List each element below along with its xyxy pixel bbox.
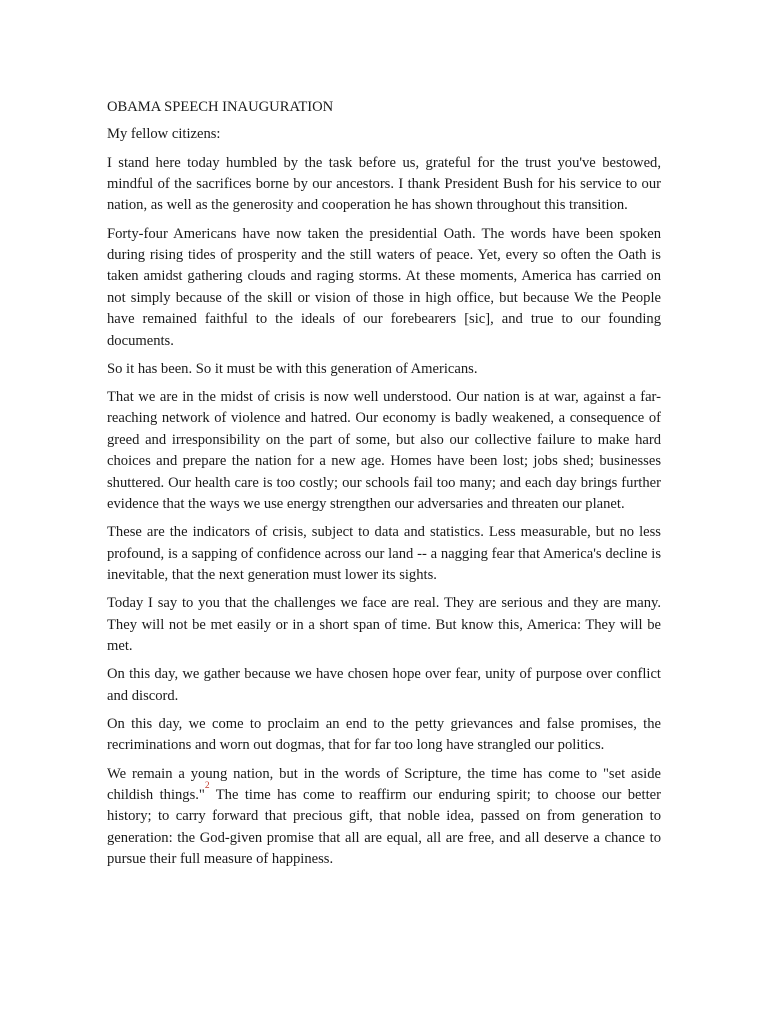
paragraph-2: Forty-four Americans have now taken the presidential Oath. The words have been spoken during rising tides of prosperity and the still waters of peace. Yet, every so often the Oath is taken amidst gathering clouds and raging storms. At these moments, America has carried on not simply because of the skill or vision of those in high office, but because We the People have remained faithful to the ideals of our forebearers [sic], and true to our founding documents. [107,225,661,349]
document-page [107,97,661,877]
paragraph-8: On this day, we come to proclaim an end to the petty grievances and false promises, the recriminations and worn out dogmas, that for far too long have strangled our politics. [107,715,661,754]
salutation: My fellow citizens: [107,126,221,143]
footnote-reference[interactable]: 2 [204,780,210,791]
document-title: OBAMA SPEECH INAUGURATION [107,99,334,115]
paragraph-9-text-end: The time has come to reaffirm our enduring spirit; to choose our better history; to carry forward that precious gift, that noble idea, passed on from generation to generation: the God-given promise that all are equal, all are free, and all deserve a chance to pursue their full measure of happiness. [107,786,661,868]
paragraph-4: That we are in the midst of crisis is now well understood. Our nation is at war, against a far-reaching network of violence and hatred. Our economy is badly weakened, a consequence of greed and irresponsibility on the part of some, but also our collective failure to make hard choices and prepare the nation for a new age. Homes have been lost; jobs shed; businesses shuttered. Our health care is too costly; our schools fail too many; and each day brings further evidence that the ways we use energy strengthen our adversaries and threaten our planet. [107,389,661,513]
paragraph-6: Today I say to you that the challenges we face are real. They are serious and they are many. They will not be met easily or in a short span of time. But know this, America: They will be met. [107,595,661,655]
paragraph-9 [107,764,661,871]
paragraph-9-text-start: We remain a young nation, but in the words of Scripture, the time has come to "set aside childish things." [107,765,661,803]
paragraph-7: On this day, we gather because we have chosen hope over fear, unity of purpose over conflict and discord. [107,666,661,704]
paragraph-1: I stand here today humbled by the task before us, grateful for the trust you've bestowed, mindful of the sacrifices borne by our ancestors. I thank President Bush for his service to our nation, as well as the generosity and cooperation he has shown throughout this transition. [107,154,661,214]
paragraph-5: These are the indicators of crisis, subject to data and statistics. Less measurable, but no less profound, is a sapping of confidence across our land -- a nagging fear that America's decline is inevitable, that the next generation must lower its sights. [107,524,661,584]
paragraph-3: So it has been. So it must be with this generation of Americans. [107,360,478,377]
